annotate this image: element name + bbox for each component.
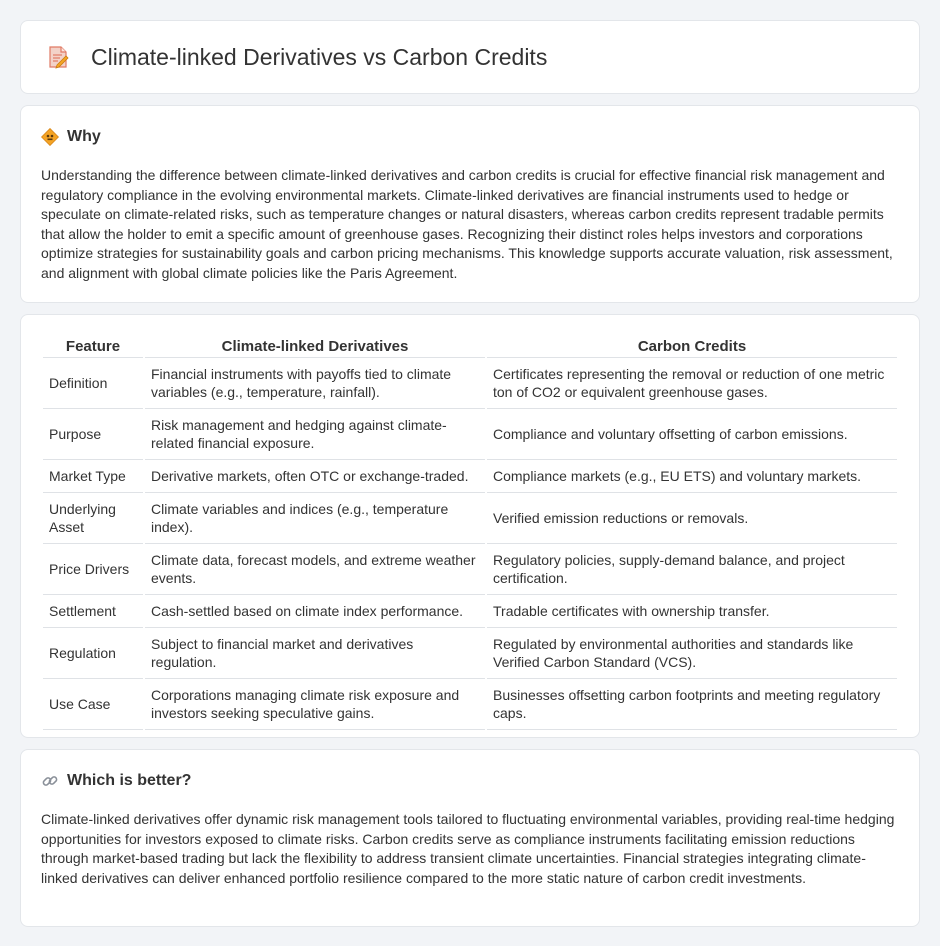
table-row <box>43 628 897 679</box>
cell-feature: Definition <box>43 358 143 409</box>
cell-feature: Settlement <box>43 595 143 628</box>
table-row <box>43 679 897 730</box>
why-section <box>20 105 920 303</box>
cell-feature: Use Case <box>43 679 143 730</box>
cell-feature: Purpose <box>43 409 143 460</box>
link-icon <box>41 772 59 790</box>
cell-derivatives: Climate variables and indices (e.g., temperature index). <box>145 493 485 544</box>
which-is-better-section <box>20 749 920 927</box>
diamond-sign-icon <box>41 128 59 146</box>
table-row <box>43 493 897 544</box>
cell-credits: Tradable certificates with ownership transfer. <box>487 595 897 628</box>
cell-derivatives: Derivative markets, often OTC or exchange-traded. <box>145 460 485 493</box>
cell-credits: Certificates representing the removal or reduction of one metric ton of CO2 or equivalent greenhouse gases. <box>487 358 897 409</box>
document-edit-icon <box>45 44 71 70</box>
cell-derivatives: Cash-settled based on climate index performance. <box>145 595 485 628</box>
cell-credits: Regulatory policies, supply-demand balance, and project certification. <box>487 544 897 595</box>
cell-feature: Regulation <box>43 628 143 679</box>
better-heading <box>41 772 899 790</box>
cell-feature: Price Drivers <box>43 544 143 595</box>
table-row <box>43 595 897 628</box>
cell-derivatives: Risk management and hedging against climate-related financial exposure. <box>145 409 485 460</box>
header-derivatives: Climate-linked Derivatives <box>145 335 485 358</box>
cell-derivatives: Climate data, forecast models, and extreme weather events. <box>145 544 485 595</box>
cell-feature: Underlying Asset <box>43 493 143 544</box>
table-row <box>43 358 897 409</box>
table-row <box>43 544 897 595</box>
comparison-table <box>41 335 899 730</box>
comparison-table-card <box>20 314 920 738</box>
page-title: Climate-linked Derivatives vs Carbon Credits <box>91 43 548 70</box>
better-heading-label: Which is better? <box>67 772 192 789</box>
cell-credits: Compliance markets (e.g., EU ETS) and voluntary markets. <box>487 460 897 493</box>
table-row <box>43 460 897 493</box>
header-card <box>20 20 920 94</box>
cell-derivatives: Financial instruments with payoffs tied to climate variables (e.g., temperature, rainfall). <box>145 358 485 409</box>
why-text: Understanding the difference between climate-linked derivatives and carbon credits is crucial for effective financial risk management and regulatory compliance in the evolving environmental markets. Climate-linked derivatives are financial instruments used to hedge or speculate on climate-related risks, such as temperature changes or natural disasters, whereas carbon credits represent tradable permits that allow the holder to emit a specific amount of greenhouse gases. Recognizing their distinct roles helps investors and corporations optimize strategies for sustainability goals and carbon pricing mechanisms. This knowledge supports accurate valuation, risk assessment, and alignment with global climate policies like the Paris Agreement. <box>41 167 893 281</box>
cell-credits: Businesses offsetting carbon footprints and meeting regulatory caps. <box>487 679 897 730</box>
better-text: Climate-linked derivatives offer dynamic risk management tools tailored to fluctuating environmental variables, providing real-time hedging opportunities for investors exposed to climate risks. Carbon credits serve as compliance instruments facilitating emission reductions through market-based trading but lack the flexibility to address transient climate uncertainties. Financial strategies integrating climate-linked derivatives can deliver enhanced portfolio resilience compared to the more static nature of carbon credit investments. <box>41 811 895 886</box>
header-feature: Feature <box>43 335 143 358</box>
why-heading <box>41 128 899 146</box>
cell-credits: Regulated by environmental authorities and standards like Verified Carbon Standard (VCS). <box>487 628 897 679</box>
table-row <box>43 409 897 460</box>
table-header-row <box>43 335 897 358</box>
header-credits: Carbon Credits <box>487 335 897 358</box>
cell-credits: Compliance and voluntary offsetting of carbon emissions. <box>487 409 897 460</box>
cell-feature: Market Type <box>43 460 143 493</box>
cell-derivatives: Corporations managing climate risk exposure and investors seeking speculative gains. <box>145 679 485 730</box>
cell-credits: Verified emission reductions or removals. <box>487 493 897 544</box>
cell-derivatives: Subject to financial market and derivatives regulation. <box>145 628 485 679</box>
why-heading-label: Why <box>67 128 101 145</box>
